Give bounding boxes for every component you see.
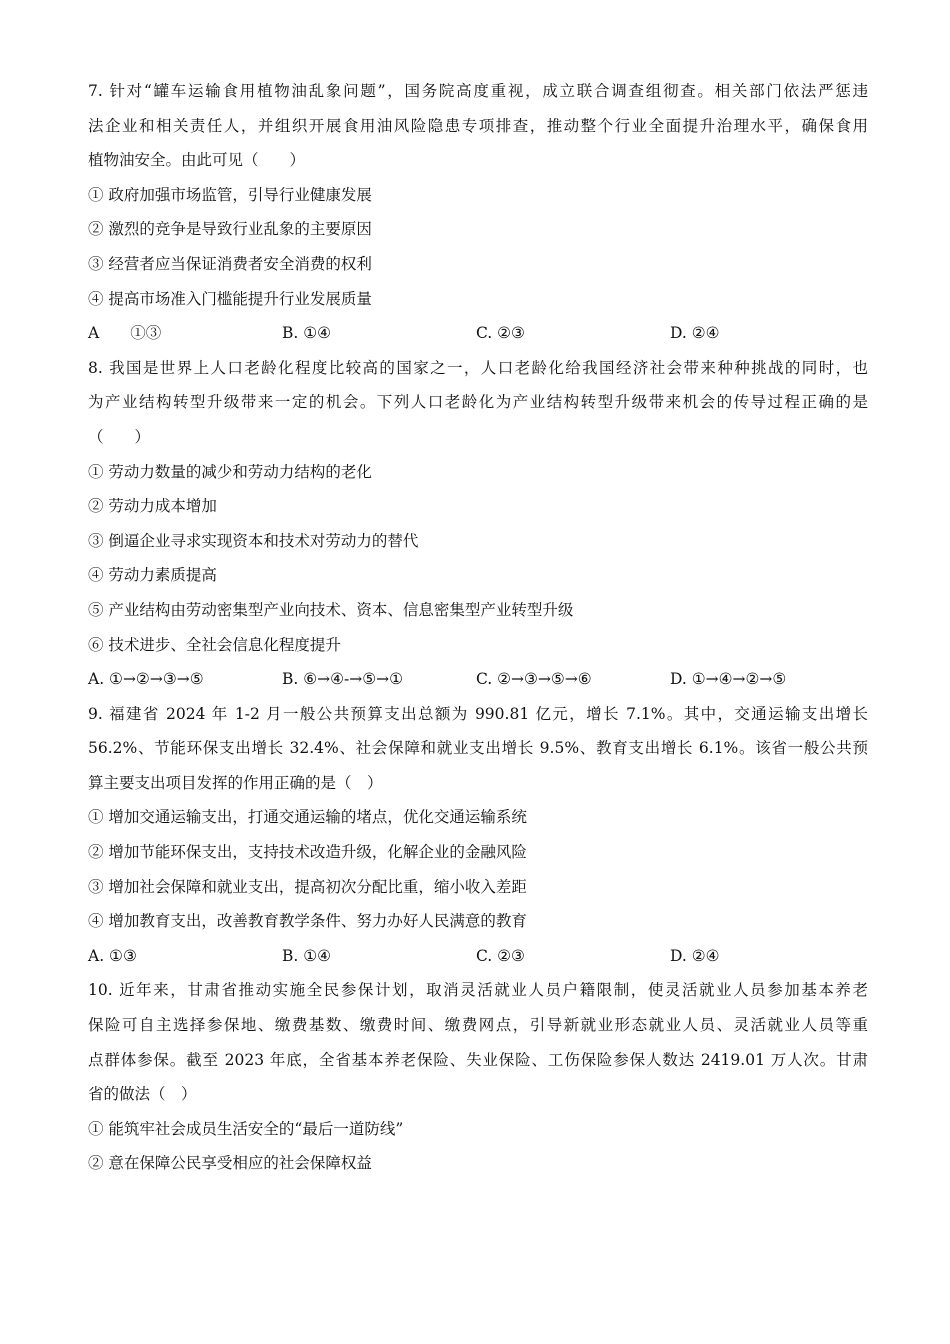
option-b[interactable]: B. ⑥→④-→⑤→① (282, 670, 404, 689)
statement-item: ③ 倒逼企业寻求实现资本和技术对劳动力的替代 (88, 531, 419, 550)
question-stem-line: （ ） (88, 427, 151, 446)
statement-item: ② 增加节能环保支出，支持技术改造升级，化解企业的金融风险 (88, 843, 527, 862)
statement-item: ① 能筑牢社会成员生活安全的“最后一道防线” (88, 1119, 404, 1138)
option-c[interactable]: C. ②③ (476, 946, 525, 965)
question-9 (88, 697, 868, 974)
question-8 (88, 351, 868, 697)
question-stem-line: 10. 近年来，甘肃省推动实施全民参保计划，取消灵活就业人员户籍限制，使灵活就业人员参加基本养老 (88, 981, 868, 1000)
statement-item: ③ 经营者应当保证消费者安全消费的权利 (88, 254, 372, 273)
question-stem-line: 法企业和相关责任人，并组织开展食用油风险隐患专项排查，推动整个行业全面提升治理水平，确保食用 (88, 116, 868, 135)
option-d[interactable]: D. ①→④→②→⑤ (670, 670, 787, 689)
question-stem-line: 8. 我国是世界上人口老龄化程度比较高的国家之一，人口老龄化给我国经济社会带来种种挑战的同时，也 (88, 358, 868, 377)
answer-options (88, 316, 868, 351)
statement-item: ④ 提高市场准入门槛能提升行业发展质量 (88, 289, 372, 308)
question-7 (88, 74, 868, 351)
statement-item: ② 激烈的竞争是导致行业乱象的主要原因 (88, 220, 372, 239)
statement-item: ② 劳动力成本增加 (88, 497, 217, 516)
answer-options (88, 939, 868, 974)
statement-item: ④ 增加教育支出，改善教育教学条件、努力办好人民满意的教育 (88, 912, 527, 931)
question-stem-line: 植物油安全。由此可见（ ） (88, 151, 306, 170)
statement-item: ① 劳动力数量的减少和劳动力结构的老化 (88, 462, 372, 481)
option-d[interactable]: D. ②④ (670, 324, 720, 343)
statement-item: ⑤ 产业结构由劳动密集型产业向技术、资本、信息密集型产业转型升级 (88, 600, 574, 619)
statement-item: ② 意在保障公民享受相应的社会保障权益 (88, 1154, 372, 1173)
option-a[interactable]: A. ①③ (88, 946, 137, 965)
question-10 (88, 973, 868, 1181)
question-stem-line: 保险可自主选择参保地、缴费基数、缴费时间、缴费网点，引导新就业形态就业人员、灵活就业人员等重 (88, 1016, 868, 1035)
question-stem-line: 省的做法（ ） (88, 1085, 197, 1104)
answer-options (88, 662, 868, 697)
question-stem-line: 算主要支出项目发挥的作用正确的是（ ） (88, 773, 383, 792)
question-stem-line: 为产业结构转型升级带来一定的机会。下列人口老龄化为产业结构转型升级带来机会的传导过程正确的是 (88, 393, 868, 412)
option-b[interactable]: B. ①④ (282, 946, 332, 965)
option-a[interactable]: A. ①→②→③→⑤ (88, 670, 204, 689)
question-stem-line: 56.2%、节能环保支出增长 32.4%、社会保障和就业支出增长 9.5%、教育支出增长 6.1%。该省一般公共预 (88, 739, 868, 758)
statement-item: ① 增加交通运输支出，打通交通运输的堵点，优化交通运输系统 (88, 808, 527, 827)
question-stem-line: 点群体参保。截至 2023 年底，全省基本养老保险、失业保险、工伤保险参保人数达 2419.01 万人次。甘肃 (88, 1050, 868, 1069)
option-a[interactable]: A ①③ (88, 324, 162, 343)
exam-page (88, 74, 868, 1181)
option-c[interactable]: C. ②→③→⑤→⑥ (476, 670, 592, 689)
option-d[interactable]: D. ②④ (670, 946, 720, 965)
question-stem-line: 7. 针对“罐车运输食用植物油乱象问题”，国务院高度重视，成立联合调查组彻查。相关部门依法严惩违 (88, 82, 868, 100)
statement-item: ③ 增加社会保障和就业支出，提高初次分配比重，缩小收入差距 (88, 877, 527, 896)
option-c[interactable]: C. ②③ (476, 324, 525, 343)
statement-item: ① 政府加强市场监管，引导行业健康发展 (88, 185, 372, 204)
option-b[interactable]: B. ①④ (282, 324, 332, 343)
statement-item: ⑥ 技术进步、全社会信息化程度提升 (88, 635, 341, 654)
question-stem-line: 9. 福建省 2024 年 1-2 月一般公共预算支出总额为 990.81 亿元，增长 7.1%。其中，交通运输支出增长 (88, 704, 868, 723)
statement-item: ④ 劳动力素质提高 (88, 566, 217, 585)
